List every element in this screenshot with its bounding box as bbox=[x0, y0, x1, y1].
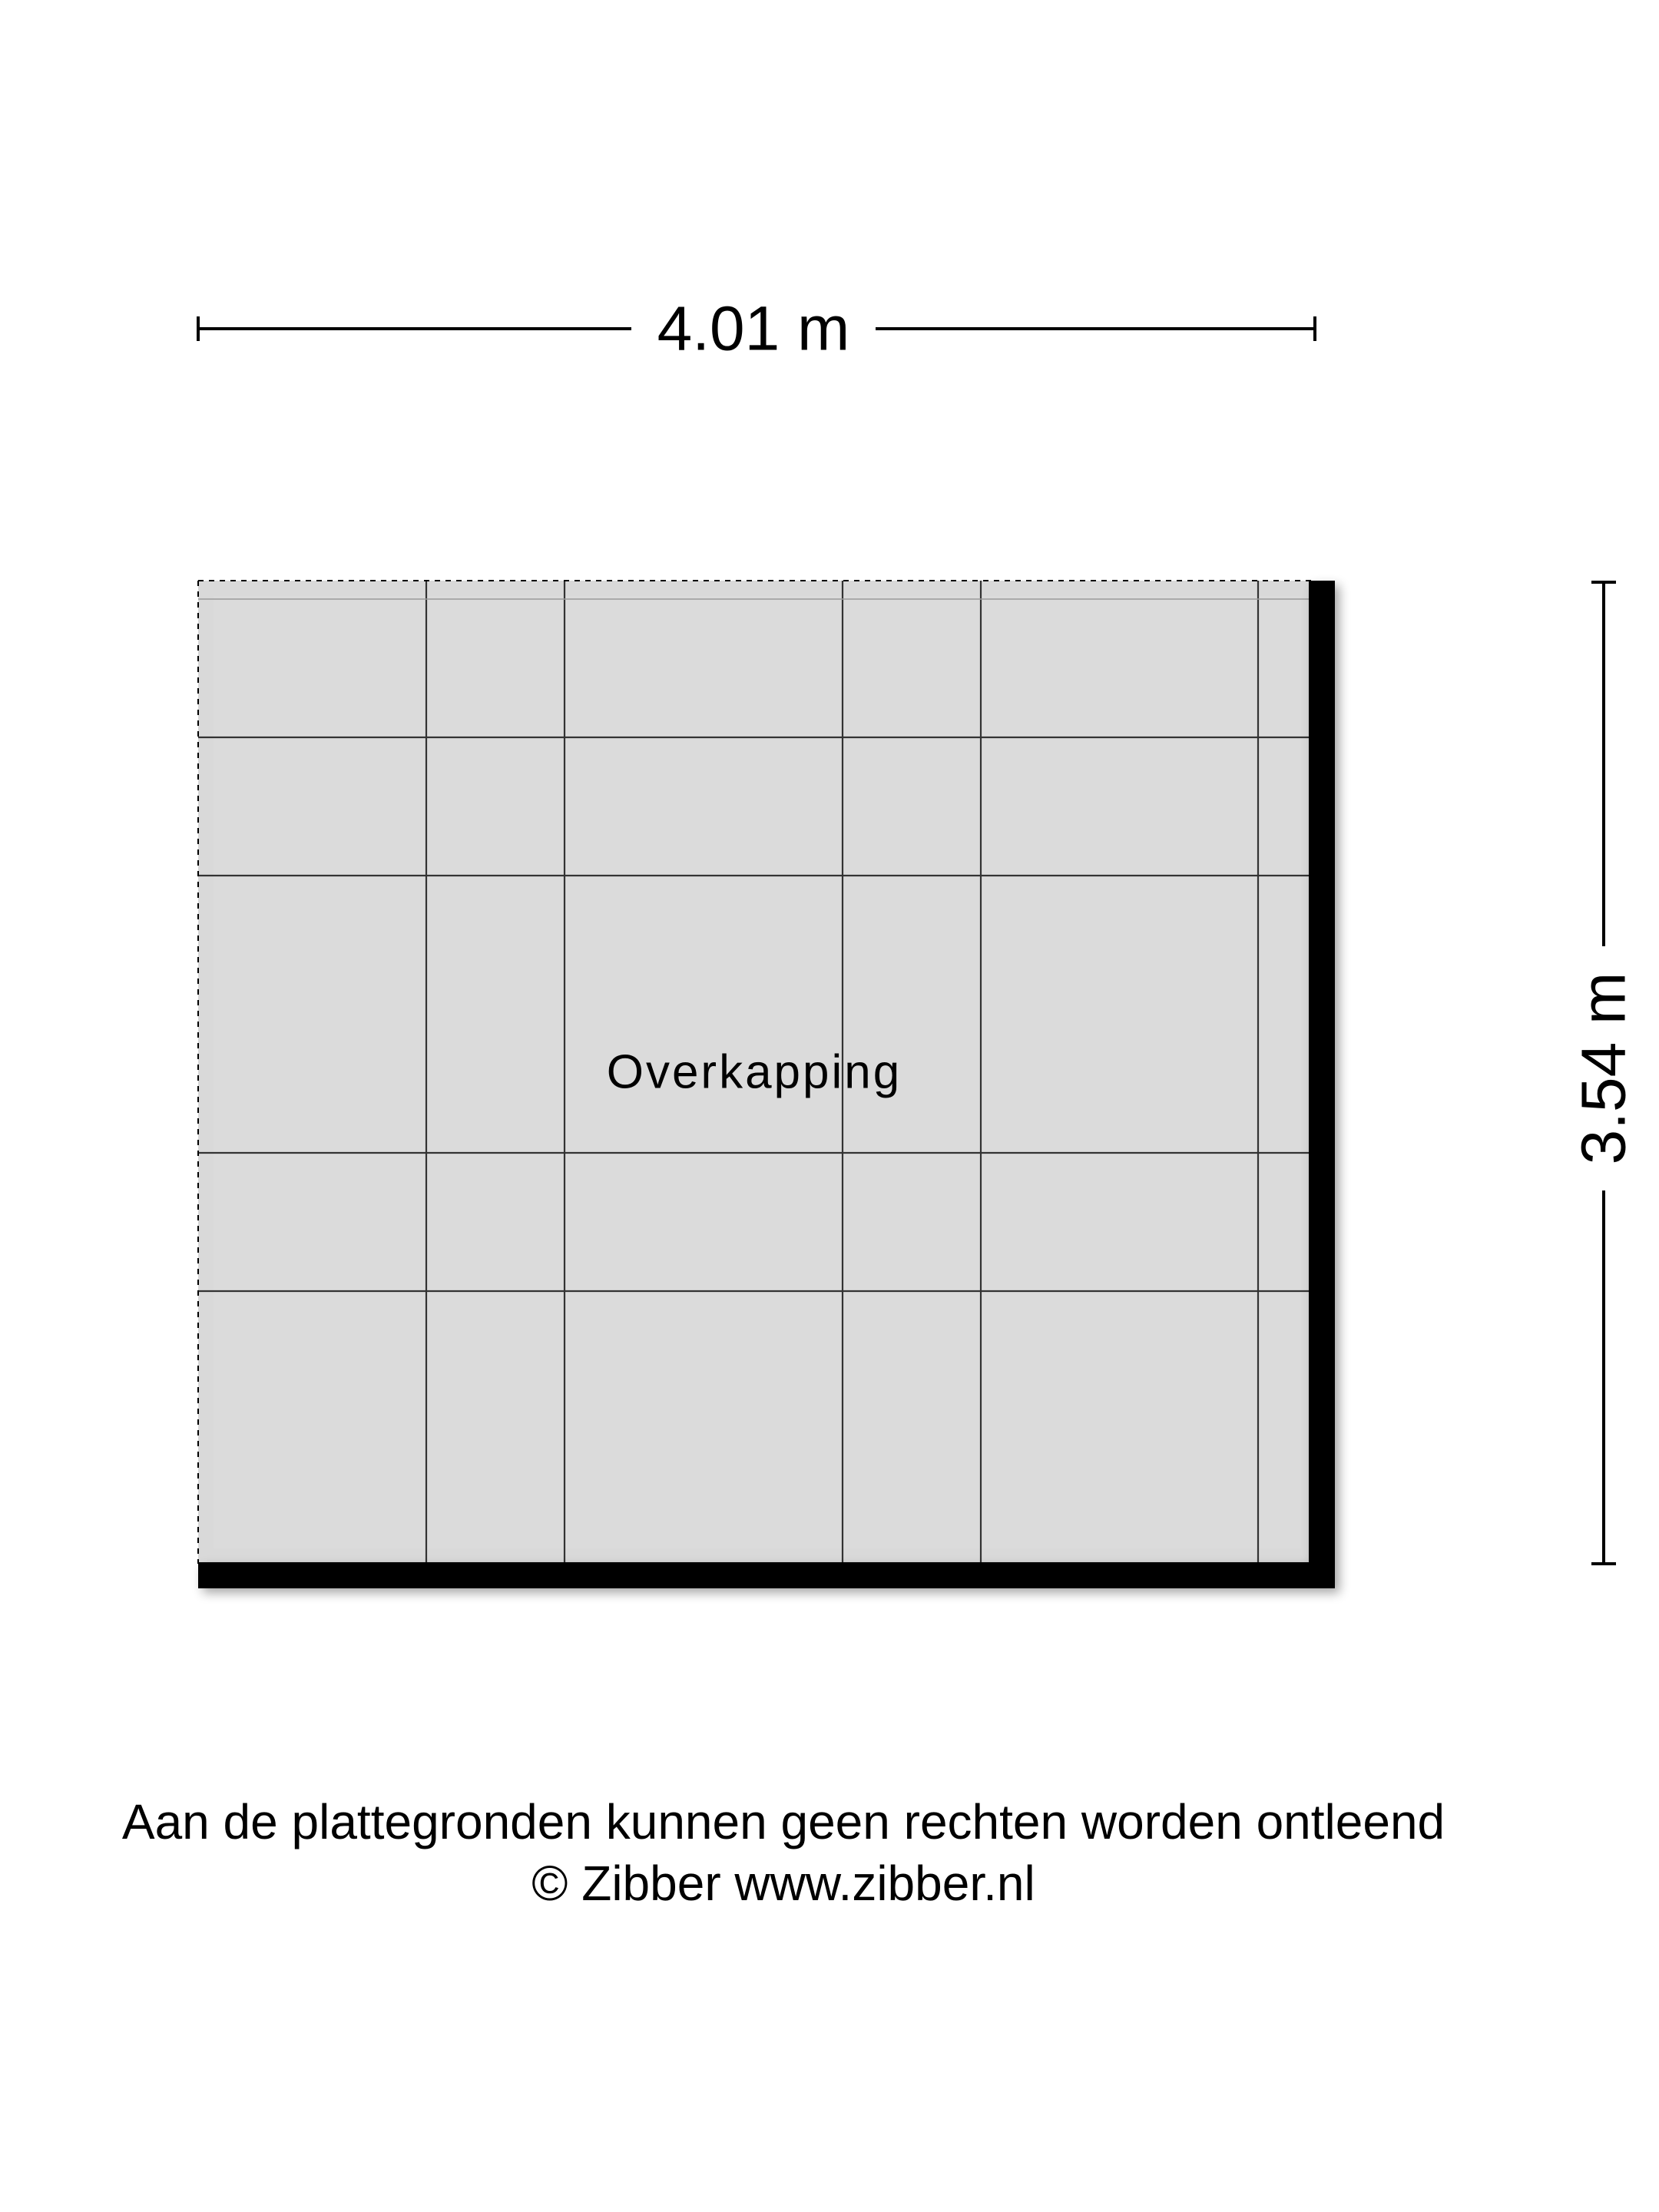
width-dimension-label: 4.01 m bbox=[657, 293, 850, 364]
wall-bottom bbox=[198, 1562, 1335, 1588]
copyright-text: © Zibber www.zibber.nl bbox=[531, 1856, 1035, 1911]
height-dimension bbox=[1569, 582, 1639, 1564]
width-dimension bbox=[198, 294, 1315, 364]
room-label: Overkapping bbox=[606, 1045, 902, 1099]
disclaimer-text: Aan de plattegronden kunnen geen rechten worden ontleend bbox=[121, 1794, 1445, 1849]
height-dimension-label: 3.54 m bbox=[1568, 972, 1639, 1165]
wall-right bbox=[1309, 581, 1335, 1588]
